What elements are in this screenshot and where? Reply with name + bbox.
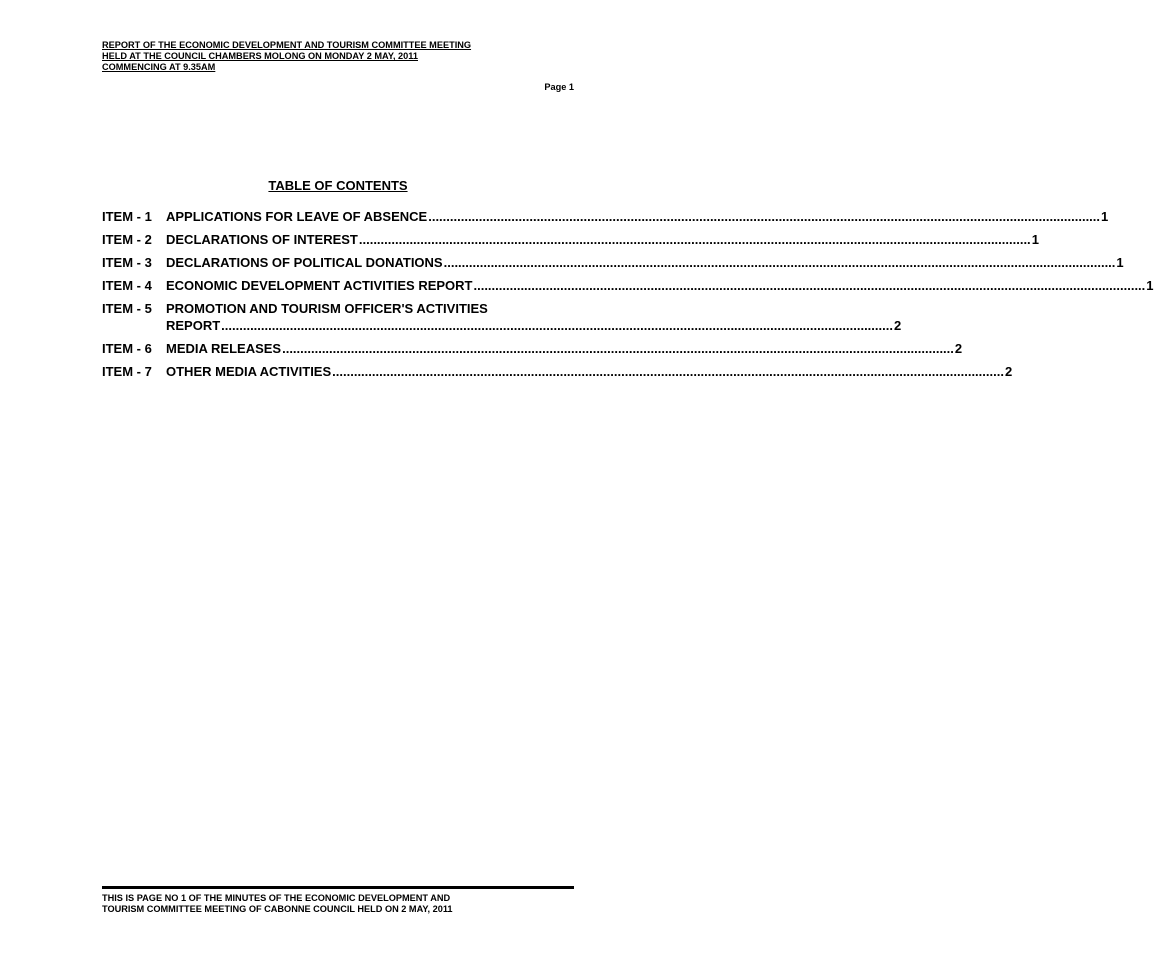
toc-item-title: DECLARATIONS OF INTEREST	[166, 232, 358, 247]
footer-divider	[102, 886, 574, 889]
toc-leader-dots	[428, 208, 1100, 225]
toc-leader-dots	[473, 277, 1145, 294]
toc-item-number: ITEM - 4	[102, 278, 152, 293]
toc-leader-dots	[332, 363, 1004, 380]
toc-item-page: 1	[1116, 255, 1124, 270]
toc-entry[interactable]	[102, 208, 1109, 225]
toc-leader-dots	[359, 231, 1031, 248]
toc-item-title: MEDIA RELEASES	[166, 341, 282, 356]
toc-entry[interactable]	[102, 300, 902, 334]
toc-entry[interactable]	[102, 254, 1124, 271]
toc-item-number: ITEM - 7	[102, 364, 152, 379]
toc-item-page: 1	[1101, 209, 1109, 224]
page-number: Page 1	[544, 82, 574, 92]
header-line-1: REPORT OF THE ECONOMIC DEVELOPMENT AND TOURISM COMMITTEE MEETING	[102, 40, 472, 50]
toc-item-page: 2	[893, 318, 902, 333]
footer-line-2: TOURISM COMMITTEE MEETING OF CABONNE COUNCIL HELD ON 2 MAY, 2011	[102, 904, 453, 914]
toc-item-page: 1	[1031, 232, 1039, 247]
toc-item-number: ITEM - 6	[102, 341, 152, 356]
toc-item-title: DECLARATIONS OF POLITICAL DONATIONS	[166, 255, 443, 270]
toc-item-number: ITEM - 3	[102, 255, 152, 270]
toc-item-page: 2	[954, 341, 963, 356]
toc-item-page: 2	[1004, 364, 1013, 379]
page-footer	[102, 893, 574, 915]
toc-item-title-continued: REPORT	[166, 318, 221, 333]
toc-item-number: ITEM - 2	[102, 232, 152, 247]
toc-leader-dots	[282, 340, 954, 357]
header-line-3: COMMENCING AT 9.35AM	[102, 62, 216, 72]
toc-item-page: 1	[1146, 278, 1154, 293]
toc-entry[interactable]	[102, 231, 1039, 248]
toc-item-title: APPLICATIONS FOR LEAVE OF ABSENCE	[166, 209, 428, 224]
toc-item-title: OTHER MEDIA ACTIVITIES	[166, 364, 332, 379]
toc-leader-dots	[444, 254, 1116, 271]
page-header	[102, 40, 574, 73]
toc-item-number: ITEM - 1	[102, 209, 152, 224]
toc-item-title: ECONOMIC DEVELOPMENT ACTIVITIES REPORT	[166, 278, 473, 293]
toc-title: TABLE OF CONTENTS	[268, 178, 408, 193]
toc-item-number: ITEM - 5	[102, 301, 152, 316]
toc-item-title: PROMOTION AND TOURISM OFFICER'S ACTIVITIES	[166, 301, 488, 316]
footer-line-1: THIS IS PAGE NO 1 OF THE MINUTES OF THE ECONOMIC DEVELOPMENT AND	[102, 893, 451, 903]
table-of-contents	[102, 208, 1154, 386]
toc-leader-dots	[221, 317, 893, 334]
header-line-2: HELD AT THE COUNCIL CHAMBERS MOLONG ON MONDAY 2 MAY, 2011	[102, 51, 418, 61]
toc-entry[interactable]	[102, 363, 1013, 380]
toc-entry[interactable]	[102, 277, 1154, 294]
toc-entry[interactable]	[102, 340, 963, 357]
